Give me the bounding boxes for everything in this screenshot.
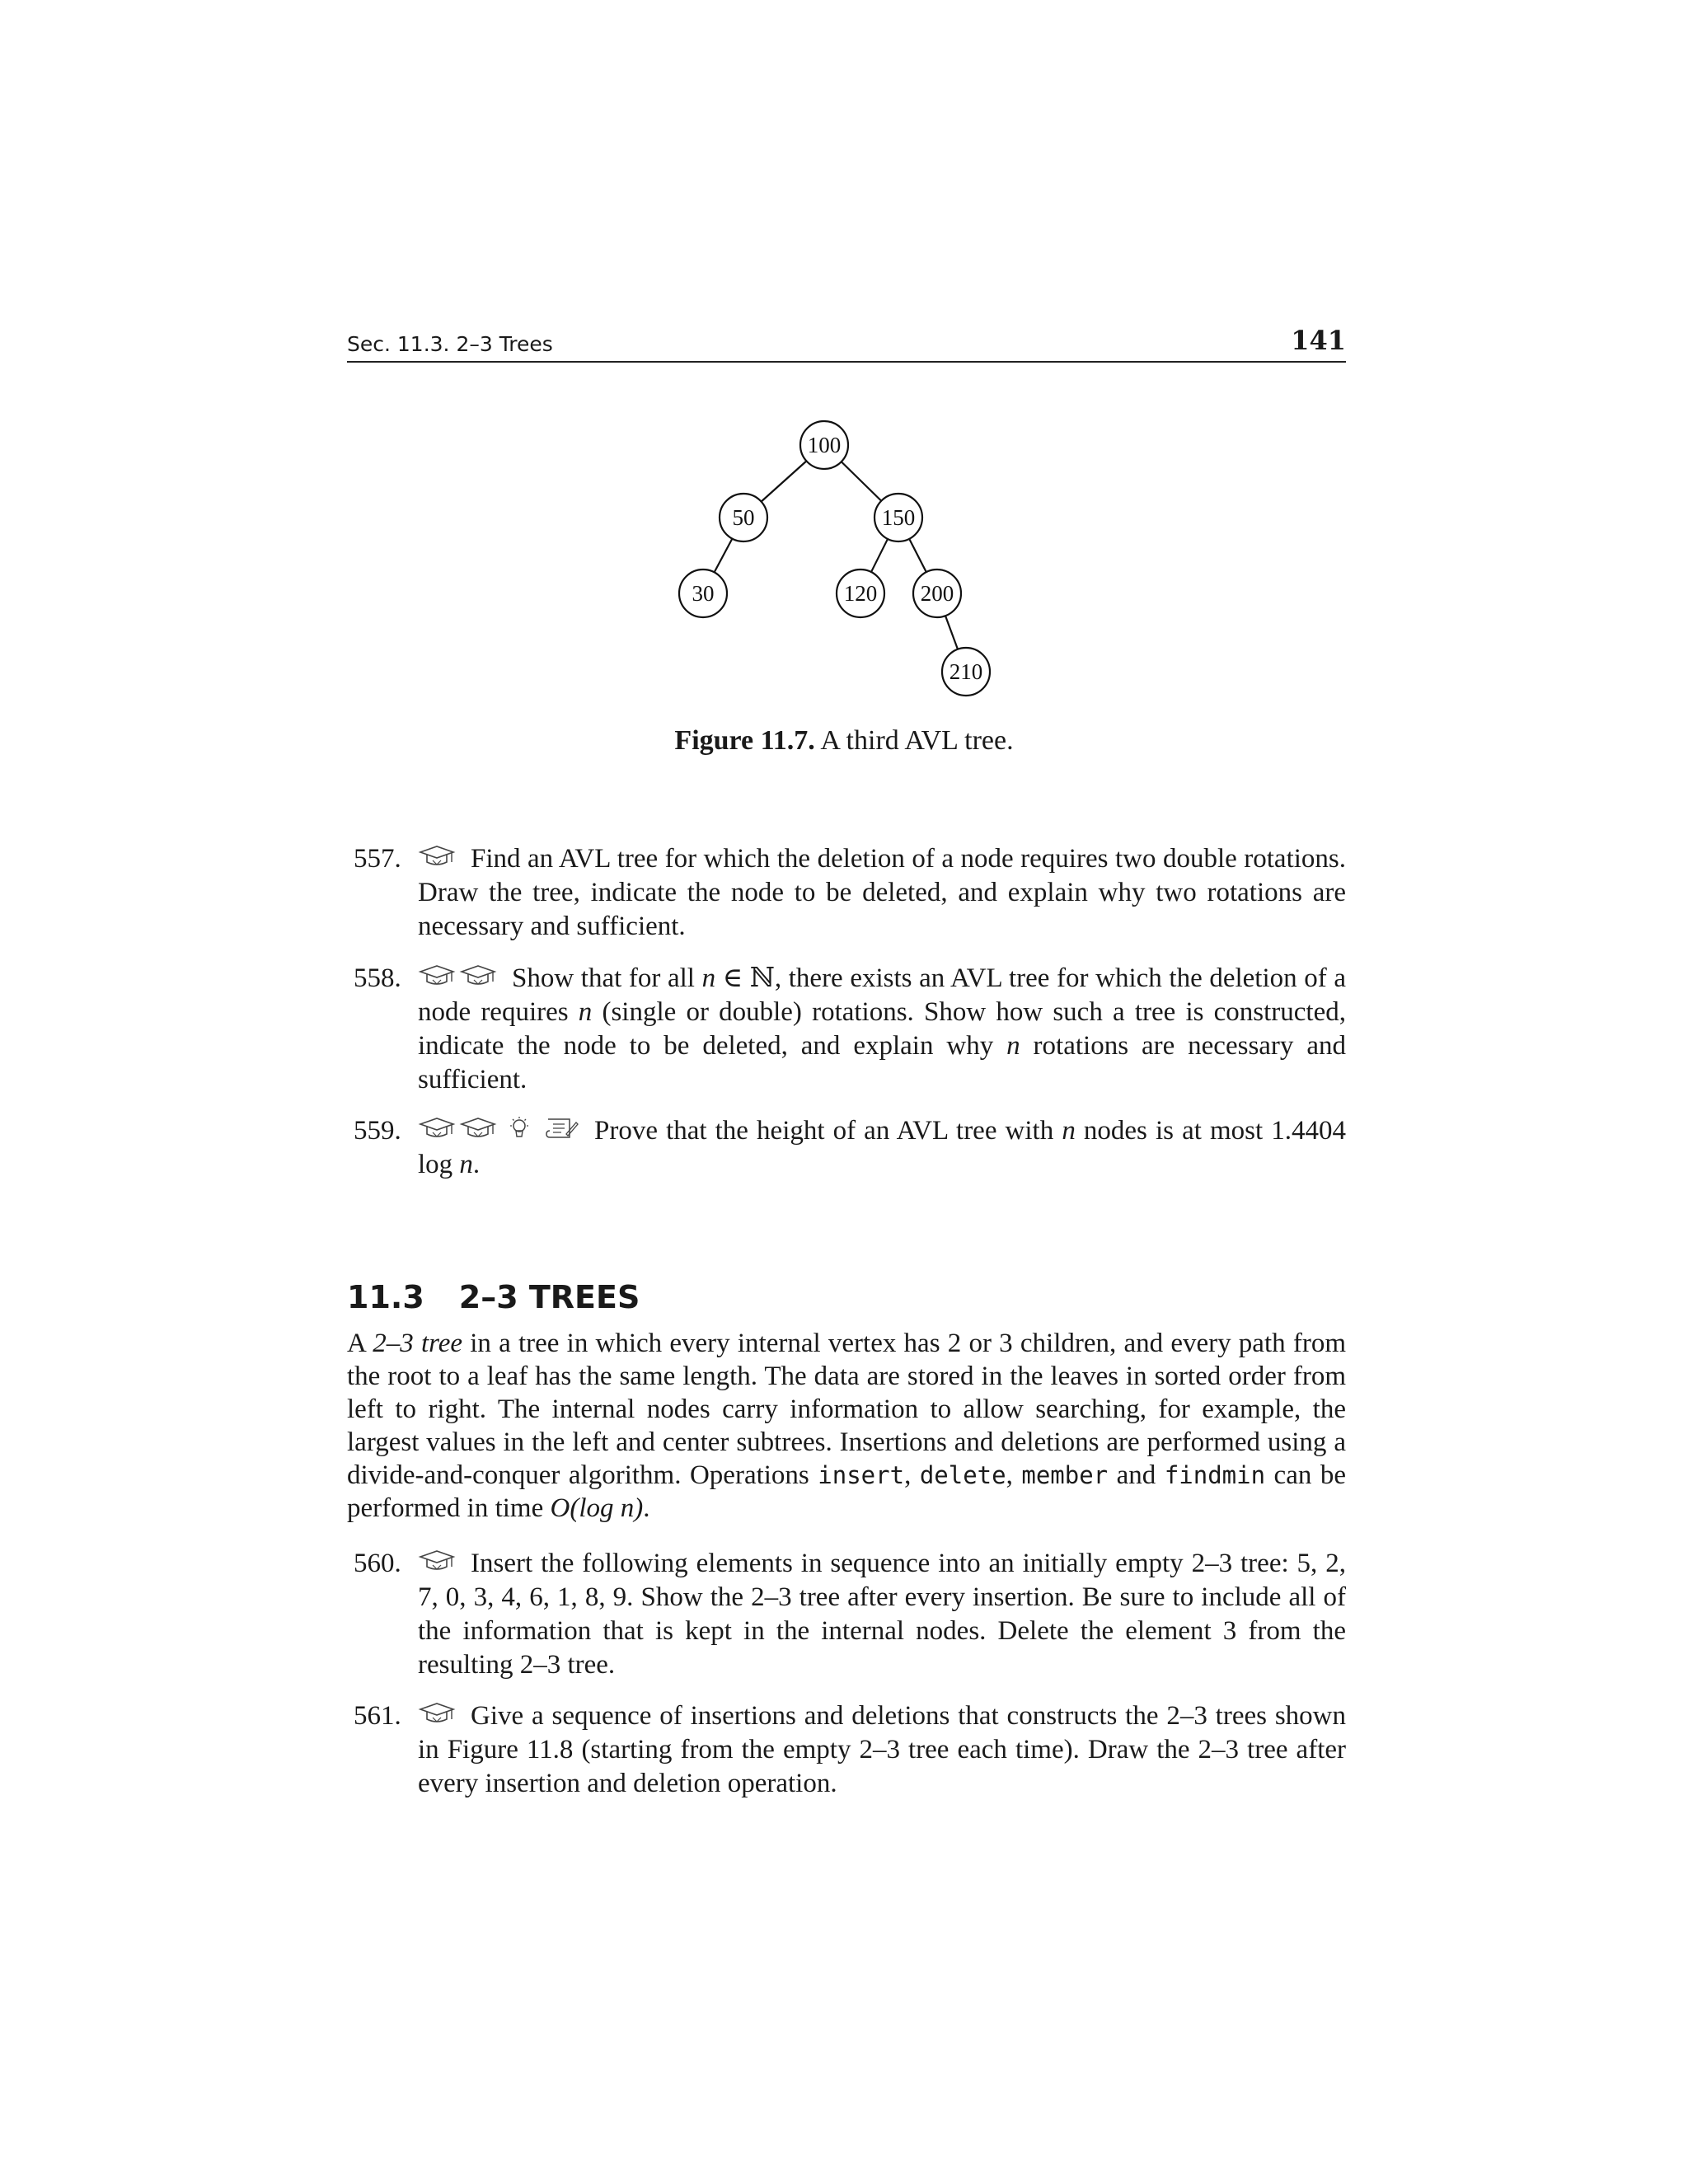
mortarboard-icon bbox=[459, 963, 497, 988]
paragraph-text: and bbox=[1108, 1460, 1165, 1490]
tree-edge bbox=[871, 539, 888, 572]
exercise-number: 558. bbox=[354, 963, 401, 993]
difficulty-icons bbox=[418, 842, 459, 876]
exercise-text: ∈ ℕ, there exists an AVL tree for which the deletion of a node requires bbox=[418, 963, 1346, 1027]
code-member: member bbox=[1021, 1461, 1109, 1489]
section-header: Sec. 11.3. 2–3 Trees bbox=[347, 332, 553, 356]
tree-node-120 bbox=[837, 569, 884, 617]
exercise-text: . bbox=[472, 1150, 481, 1179]
exercise-number: 557. bbox=[354, 844, 401, 874]
defined-term: 2–3 tree bbox=[373, 1329, 463, 1358]
tree-node-label: 120 bbox=[843, 581, 878, 606]
difficulty-icons bbox=[418, 1114, 583, 1148]
paragraph-text: , bbox=[904, 1460, 920, 1490]
scroll-icon bbox=[542, 1116, 579, 1141]
paragraph-text: in a tree in which every internal vertex has 2 or 3 children, and every path from the root to a leaf has the same length. The data are stored in the leaves in sorted order from left to right. The internal nodes carry information to allow searching, for example, the largest values in the left and center subtrees. Insertions and deletions are performed using a divide-and-conquer algorithm. Operations bbox=[347, 1329, 1346, 1490]
code-insert: insert bbox=[818, 1461, 905, 1489]
exercise-559 bbox=[347, 1114, 1346, 1182]
exercise-text: (single or double) rotations. Show how such a tree is constructed, indicate the node to be deleted, and explain why bbox=[418, 997, 1346, 1061]
section-heading bbox=[347, 1279, 640, 1315]
exercise-text: Find an AVL tree for which the deletion of a node requires two double rotations. Draw the tree, indicate the node to be deleted, and explain why two rotations are necessary and sufficient. bbox=[418, 844, 1346, 941]
exercise-text: Give a sequence of insertions and deletions that constructs the 2–3 trees shown in Figure 11.8 (starting from the empty 2–3 tree each time). Draw the 2–3 tree after every insertion and deletion operation. bbox=[418, 1701, 1346, 1798]
code-findmin: findmin bbox=[1164, 1461, 1266, 1489]
exercise-number: 561. bbox=[354, 1701, 401, 1731]
paragraph-text: . bbox=[643, 1493, 650, 1523]
tree-node-label: 100 bbox=[807, 433, 842, 457]
exercise-558 bbox=[347, 962, 1346, 1097]
lightbulb-icon bbox=[500, 1116, 538, 1141]
exercise-557 bbox=[347, 842, 1346, 944]
avl-tree-figure bbox=[0, 0, 1688, 725]
tree-edge bbox=[842, 462, 882, 500]
mortarboard-icon bbox=[459, 1116, 497, 1141]
section-number: 11.3 bbox=[347, 1279, 424, 1315]
tree-edge bbox=[715, 539, 733, 573]
mortarboard-icon bbox=[418, 1549, 456, 1573]
mortarboard-icon bbox=[418, 1116, 456, 1141]
mortarboard-icon bbox=[418, 963, 456, 988]
figure-caption-text: A third AVL tree. bbox=[820, 725, 1014, 756]
exercise-number: 560. bbox=[354, 1549, 401, 1578]
paragraph-text: , bbox=[1006, 1460, 1022, 1490]
tree-edges bbox=[715, 461, 958, 649]
difficulty-icons bbox=[418, 962, 500, 996]
tree-node-50 bbox=[720, 494, 767, 541]
page-number: 141 bbox=[1291, 325, 1346, 356]
tree-node-label: 200 bbox=[920, 581, 954, 606]
tree-node-label: 210 bbox=[949, 659, 983, 684]
difficulty-icons bbox=[418, 1699, 459, 1733]
tree-edge bbox=[909, 539, 926, 572]
exercise-text: Show that for all bbox=[512, 963, 702, 993]
math-complexity: O(log n) bbox=[550, 1493, 644, 1523]
tree-node-label: 150 bbox=[881, 505, 916, 530]
tree-nodes bbox=[679, 421, 990, 696]
exercise-text: Prove that the height of an AVL tree with bbox=[594, 1116, 1062, 1146]
tree-node-210 bbox=[942, 648, 990, 696]
tree-edge bbox=[945, 616, 958, 649]
tree-node-200 bbox=[913, 569, 961, 617]
tree-node-30 bbox=[679, 569, 727, 617]
exercise-number: 559. bbox=[354, 1116, 401, 1146]
mortarboard-icon bbox=[418, 844, 456, 869]
exercise-561 bbox=[347, 1699, 1346, 1801]
math-n: n bbox=[1006, 1031, 1020, 1061]
exercise-text: Insert the following elements in sequence into an initially empty 2–3 tree: 5, 2, 7, 0, 3, 4, 6, 1, 8, 9. Show the 2–3 tree after every insertion. Be sure to include all of the information that is kept in the internal nodes. Delete the element 3 from the resulting 2–3 tree. bbox=[418, 1549, 1346, 1680]
difficulty-icons bbox=[418, 1547, 459, 1581]
tree-node-label: 50 bbox=[732, 505, 755, 530]
math-n: n bbox=[459, 1150, 473, 1179]
paragraph-text: can be performed in time bbox=[347, 1460, 1346, 1523]
tree-edge bbox=[762, 461, 807, 501]
tree-node-100 bbox=[800, 421, 848, 469]
mortarboard-icon bbox=[418, 1701, 456, 1726]
paragraph-text: A bbox=[347, 1329, 373, 1358]
section-paragraph bbox=[347, 1327, 1346, 1525]
math-n: n bbox=[1062, 1116, 1076, 1146]
math-n: n bbox=[701, 963, 716, 993]
math-n: n bbox=[578, 997, 593, 1027]
tree-node-150 bbox=[874, 494, 922, 541]
section-title: 2–3 TREES bbox=[458, 1279, 640, 1315]
exercise-560 bbox=[347, 1547, 1346, 1682]
exercise-text: rotations are necessary and sufficient. bbox=[418, 1031, 1346, 1094]
code-delete: delete bbox=[919, 1461, 1006, 1489]
tree-node-label: 30 bbox=[692, 581, 715, 606]
figure-label: Figure 11.7. bbox=[674, 725, 815, 756]
figure-caption bbox=[0, 725, 1688, 757]
exercise-text: nodes is at most 1.4404 log bbox=[418, 1116, 1346, 1179]
